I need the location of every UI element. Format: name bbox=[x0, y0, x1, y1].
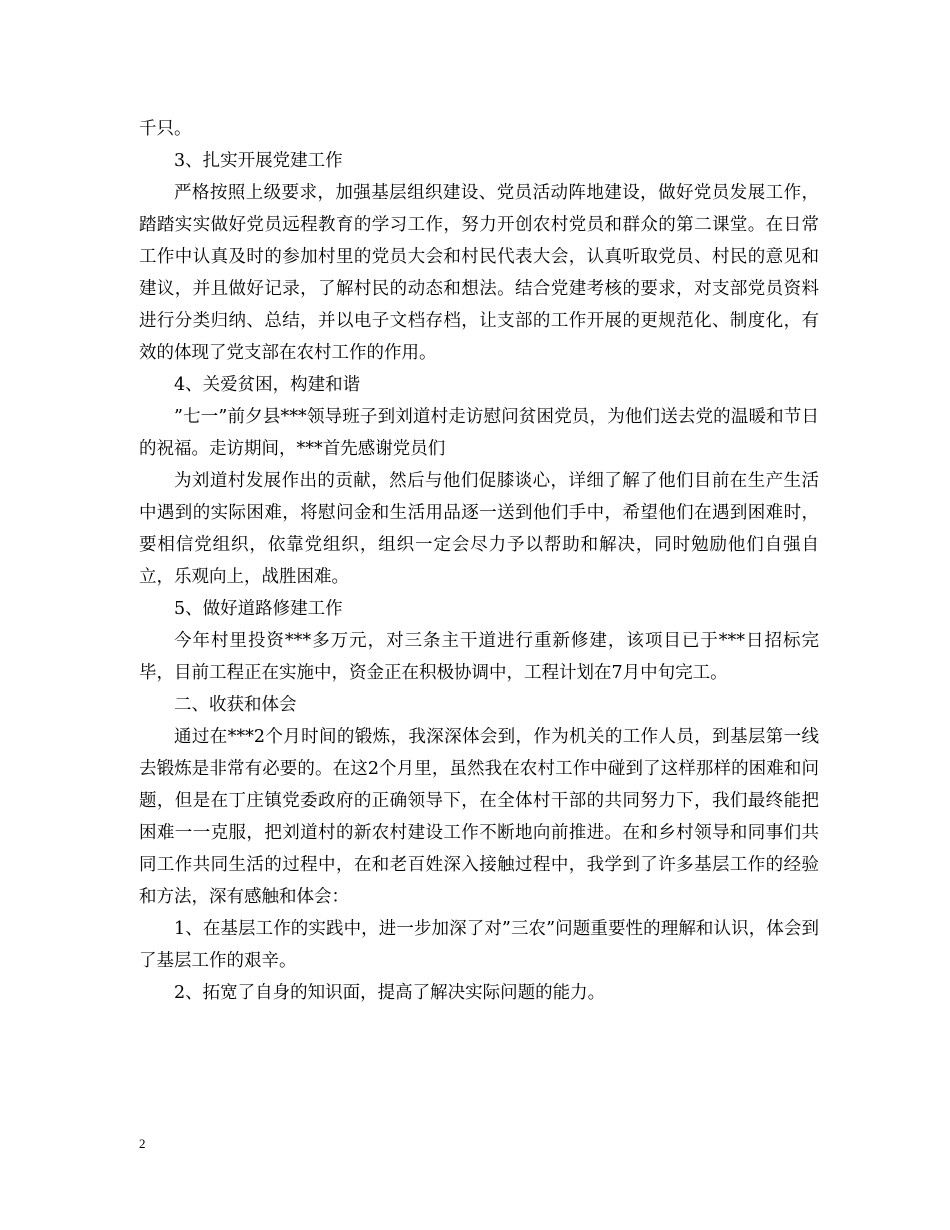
section-heading: 3、扎实开展党建工作 bbox=[174, 151, 343, 171]
section-heading: 二、收获和体会 bbox=[174, 695, 297, 715]
paragraph: ”七一”前夕县***领导班子到刘道村走访慰问贫困党员，为他们送去党的温暖和节日的祝福。走访期间，***首先感谢党员们 bbox=[139, 407, 819, 459]
paragraph: 通过在***2个月时间的锻炼，我深深体会到，作为机关的工作人员，到基层第一线去锻炼是非常有必要的。在这2个月里，虽然我在农村工作中碰到了这样那样的困难和问题，但是在丁庄镇党委政府的正确领导下，在全体村干部的共同努力下，我们最终能把困难一一克服，把刘道村的新农村建设工作不断地向前推进。在和乡村领导和同事们共同工作共同生活的过程中，在和老百姓深入接触过程中，我学到了许多基层工作的经验和方法，深有感触和体会： bbox=[139, 727, 819, 907]
paragraph: 严格按照上级要求，加强基层组织建设、党员活动阵地建设，做好党员发展工作，踏踏实实做好党员远程教育的学习工作，努力开创农村党员和群众的第二课堂。在日常工作中认真及时的参加村里的党员大会和村民代表大会，认真听取党员、村民的意见和建议，并且做好记录，了解村民的动态和想法。结合党建考核的要求，对支部党员资料进行分类归纳、总结，并以电子文档存档，让支部的工作开展的更规范化、制度化，有效的体现了党支部在农村工作的作用。 bbox=[139, 183, 819, 363]
paragraph: 1、在基层工作的实践中，进一步加深了对”三农”问题重要性的理解和认识，体会到了基层工作的艰辛。 bbox=[139, 919, 819, 971]
paragraph: 2、拓宽了自身的知识面，提高了解决实际问题的能力。 bbox=[174, 983, 606, 1003]
paragraph: 为刘道村发展作出的贡献，然后与他们促膝谈心，详细了解了他们目前在生产生活中遇到的实际困难，将慰问金和生活用品逐一送到他们手中，希望他们在遇到困难时，要相信党组织，依靠党组织，组织一定会尽力予以帮助和解决，同时勉励他们自强自立，乐观向上，战胜困难。 bbox=[139, 471, 819, 587]
page-number: 2 bbox=[139, 1136, 146, 1151]
section-heading: 5、做好道路修建工作 bbox=[174, 599, 343, 619]
paragraph: 今年村里投资***多万元，对三条主干道进行重新修建，该项目已于***日招标完毕，目前工程正在实施中，资金正在积极协调中，工程计划在7月中旬完工。 bbox=[139, 631, 819, 683]
document-body bbox=[139, 113, 819, 1009]
paragraph: 千只。 bbox=[139, 119, 192, 139]
section-heading: 4、关爱贫困，构建和谐 bbox=[174, 375, 361, 395]
